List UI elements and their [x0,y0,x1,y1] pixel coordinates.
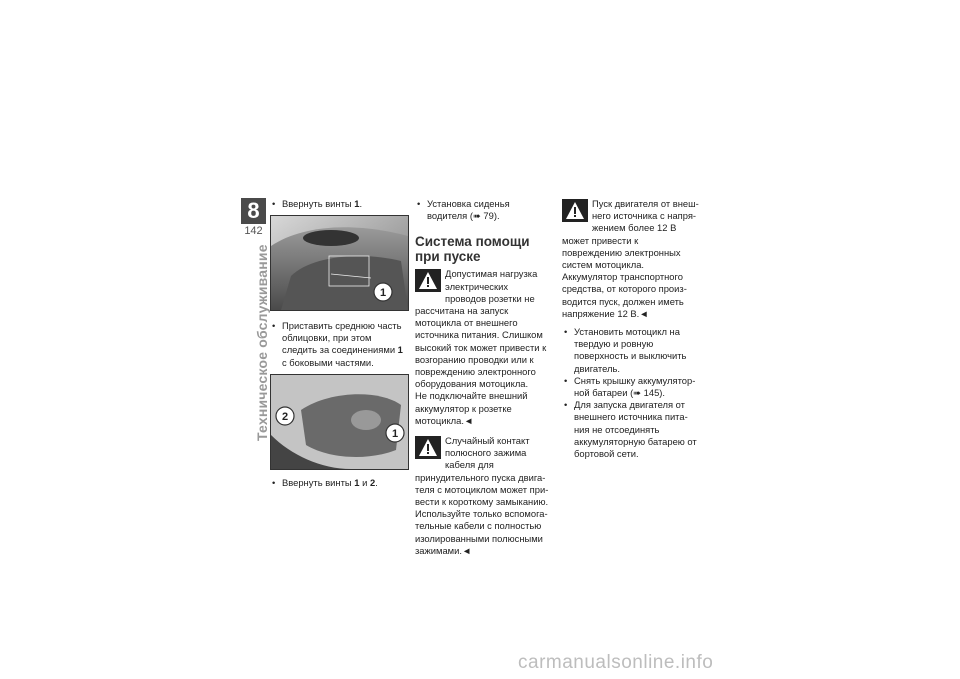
warning-block-2 [415,435,551,557]
step-text: Приставить среднюю часть облицовки, при этом следить за соединениями [282,320,402,356]
tank-illustration [271,216,408,310]
step-end: . [375,477,378,488]
step-remove-battery-cover: • Снять крышку аккумуляторной батареи (➠ 145). [562,375,700,399]
step-install-seat: • Установка сиденья водителя (➠ 79). [415,198,551,222]
warning-text-note: Не подключайте внешний аккумулятор к розетке мотоцикла.◄ [415,390,528,426]
callout-label: 1 [391,428,399,440]
warning-icon [415,436,441,459]
column-3 [562,198,700,460]
callout-ref: 2 [369,477,376,488]
column-1 [270,198,408,210]
step-text: Ввернуть винты [282,198,352,209]
warning-block-3 [562,198,700,320]
step-end: . [359,198,363,209]
photo-tank-cover-side [270,374,409,470]
photo-fuel-tank-cover [270,215,409,311]
step-keep-battery-connected: • Для запуска двигателя от внешнего источника питания не отсоединять аккумуляторную батарею от бортовой сети. [562,399,700,460]
section-heading: Система помощи при пуске [415,234,530,265]
warning-icon [562,199,588,222]
watermark-footer: carmanualsonline.info [518,652,714,673]
step-attach-cover [270,320,408,369]
callout-label: 1 [379,287,387,299]
step-text: Ввернуть винты [282,477,352,488]
step-end: с боковыми частями. [282,356,374,368]
warning-text: Случайный контакт полюсного зажима кабеля для принудительного пуска двигателя с мотоциклом может привести к короткому замыканию. Используйте только вспомогательные кабели с полностью изолированными полюсными зажимами.◄ [415,435,549,556]
page-number: 142 [244,225,263,237]
callout-ref: 1 [397,344,403,356]
step-screw-in-both [270,477,408,489]
step-and: и [362,477,368,488]
tank-side-illustration [271,375,408,469]
column-1c [270,477,408,489]
warning-icon [415,269,441,292]
step-park-bike: • Установить мотоцикл на твердую и ровную поверхность и выключить двигатель. [562,326,700,375]
warning-text: Пуск двигателя от внешнего источника с напряжением более 12 В может привести к повреждению электронных систем мотоцикла. Аккумулятор транспортного средства, от которого производится пуск, должен иметь напряжение 12 В.◄ [562,198,699,319]
callout-label: 2 [281,411,289,423]
section-side-title: Техническое обслуживание [254,244,270,441]
callout-ref: 1 [354,198,360,209]
chapter-number: 8 [241,198,266,224]
warning-text: Допустимая нагрузка электрических проводов розетки не рассчитана на запуск мотоцикла от внешнего источника питания. Слишком высокий ток может привести к возгоранию проводки или к повреждению электронного оборудования мотоцикла. [415,268,547,390]
warning-block-1 [415,268,551,427]
column-1b [270,320,408,369]
step-screw-in [270,198,408,210]
column-2 [415,198,551,557]
callout-ref: 1 [354,477,360,488]
